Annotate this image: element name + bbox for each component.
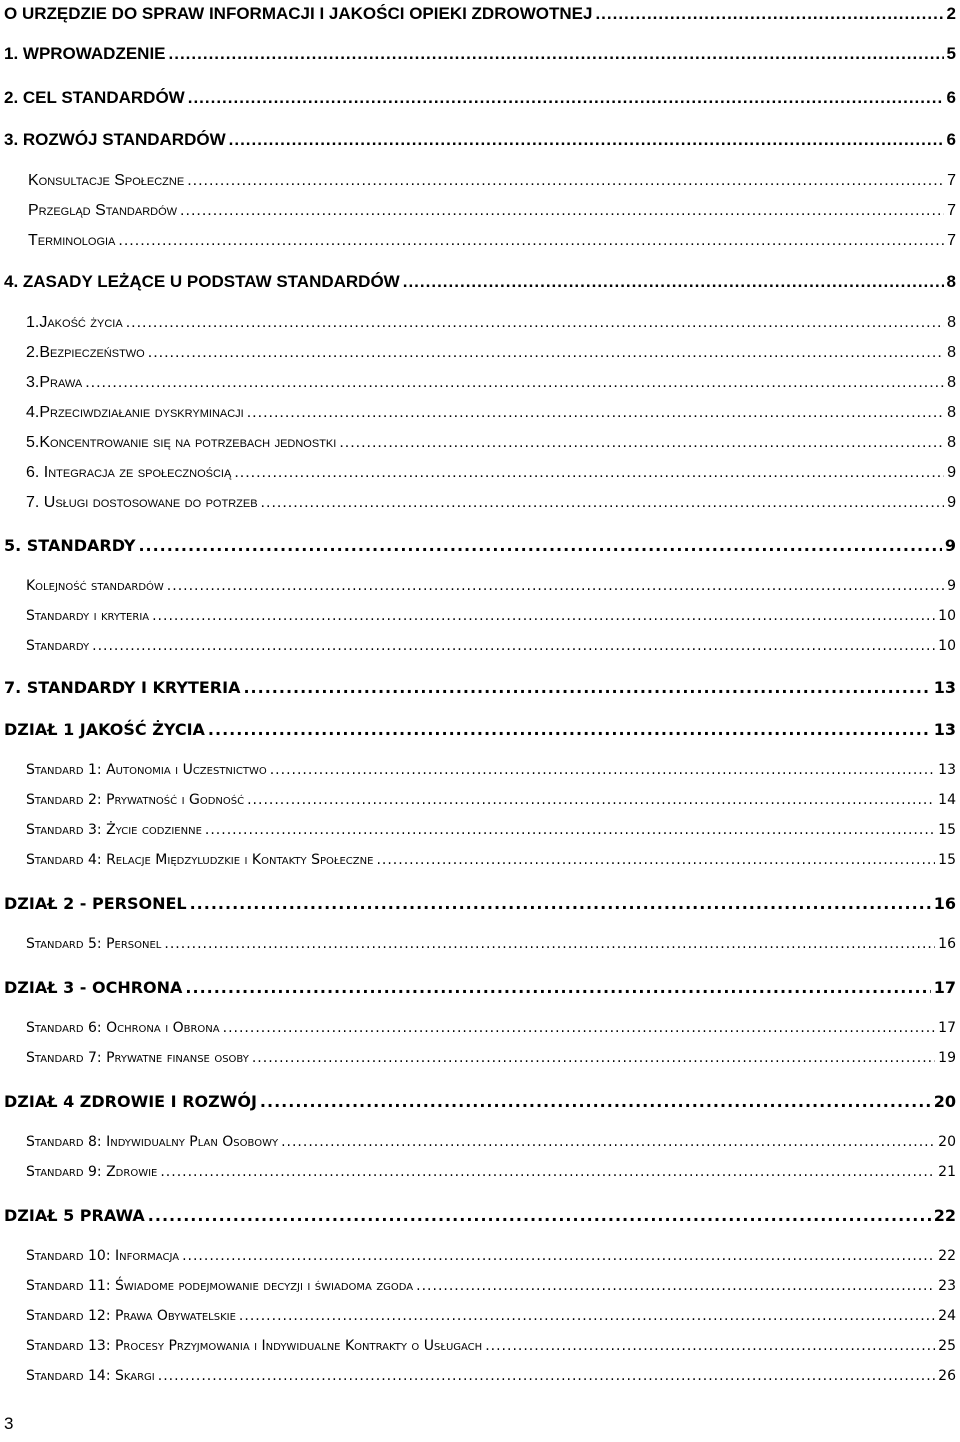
toc-dot-leader	[185, 978, 930, 997]
toc-dot-leader	[252, 1050, 935, 1067]
toc-dot-leader	[270, 762, 935, 779]
toc-dot-leader	[247, 404, 944, 423]
toc-entry-label: Konsultacje Społeczne	[28, 172, 185, 189]
toc-entry[interactable]	[0, 1278, 960, 1300]
toc-dot-leader	[247, 792, 935, 809]
toc-entry[interactable]	[0, 1248, 960, 1270]
toc-entry-page: 17	[933, 978, 956, 997]
toc-entry-label: Przegląd Standardów	[28, 202, 178, 219]
toc-entry-page: 21	[938, 1164, 956, 1180]
toc-dot-leader	[208, 720, 931, 739]
toc-dot-leader	[403, 272, 944, 292]
toc-dot-leader	[169, 44, 944, 64]
toc-entry[interactable]	[0, 1368, 960, 1390]
toc-entry-label: Standard 2: Prywatność i Godność	[26, 792, 245, 808]
toc-dot-leader	[164, 936, 935, 953]
toc-dot-leader	[243, 678, 930, 697]
toc-dot-leader	[205, 822, 935, 839]
toc-entry-label: Standard 8: Indywidualny Plan Osobowy	[26, 1134, 279, 1150]
toc-entry-label: 5.Koncentrowanie się na potrzebach jednostki	[26, 434, 337, 451]
toc-entry[interactable]	[0, 638, 960, 660]
toc-entry[interactable]	[0, 1206, 960, 1228]
toc-entry[interactable]	[0, 202, 960, 224]
toc-entry-label: 3.Prawa	[26, 374, 83, 391]
toc-entry-label: Standardy	[26, 638, 90, 654]
toc-entry-page: 23	[938, 1278, 956, 1294]
toc-entry[interactable]	[0, 678, 960, 700]
toc-entry[interactable]	[0, 374, 960, 396]
toc-entry[interactable]	[0, 762, 960, 784]
toc-entry-label: DZIAŁ 4 ZDROWIE I ROZWÓJ	[4, 1092, 257, 1111]
toc-entry-label: 7. STANDARDY I KRYTERIA	[4, 678, 241, 697]
toc-entry-label: Standard 5: Personel	[26, 936, 162, 952]
toc-entry-page: 7	[947, 202, 956, 219]
toc-entry[interactable]	[0, 536, 960, 558]
toc-entry[interactable]	[0, 130, 960, 152]
toc-dot-leader	[190, 894, 931, 913]
toc-entry-label: Standard 4: Relacje Międzyludzkie i Kontakty Społeczne	[26, 852, 374, 868]
toc-entry-label: Standard 6: Ochrona i Obrona	[26, 1020, 220, 1036]
toc-entry-page: 24	[938, 1308, 956, 1324]
toc-dot-leader	[118, 232, 944, 251]
toc-entry[interactable]	[0, 852, 960, 874]
toc-entry-page: 5	[946, 44, 956, 63]
toc-entry-label: Standard 10: Informacja	[26, 1248, 180, 1264]
toc-entry-label: Standard 3: Życie codzienne	[26, 822, 202, 838]
toc-entry-label: Standard 11: Świadome podejmowanie decyzji i świadoma zgoda	[26, 1278, 414, 1294]
toc-entry-page: 6	[946, 88, 956, 107]
toc-entry-page: 16	[933, 894, 956, 913]
toc-entry-page: 2	[946, 4, 956, 23]
toc-dot-leader	[281, 1134, 935, 1151]
toc-entry-page: 15	[938, 852, 956, 868]
toc-dot-leader	[148, 344, 944, 363]
toc-dot-leader	[260, 1092, 931, 1111]
toc-dot-leader	[85, 374, 944, 393]
toc-entry-page: 10	[938, 608, 956, 624]
toc-dot-leader	[158, 1368, 935, 1385]
toc-entry[interactable]	[0, 578, 960, 600]
toc-dot-leader	[188, 88, 944, 108]
toc-entry[interactable]	[0, 894, 960, 916]
toc-entry-label: 4.Przeciwdziałanie dyskryminacji	[26, 404, 244, 421]
toc-entry-label: Standard 12: Prawa Obywatelskie	[26, 1308, 236, 1324]
toc-entry-page: 17	[938, 1020, 956, 1036]
toc-entry[interactable]	[0, 936, 960, 958]
toc-dot-leader	[223, 1020, 936, 1037]
toc-entry-page: 13	[933, 678, 956, 697]
toc-entry[interactable]	[0, 1020, 960, 1042]
toc-dot-leader	[239, 1308, 935, 1325]
toc-entry-page: 7	[947, 232, 956, 249]
page-number: 3	[4, 1414, 14, 1433]
toc-entry-label: 2.Bezpieczeństwo	[26, 344, 145, 361]
toc-entry-page: 6	[946, 130, 956, 149]
toc-dot-leader	[160, 1164, 935, 1181]
toc-entry[interactable]	[0, 464, 960, 486]
toc-entry[interactable]	[0, 1338, 960, 1360]
toc-entry-label: 4. ZASADY LEŻĄCE U PODSTAW STANDARDÓW	[4, 272, 400, 291]
toc-entry-label: Kolejność standardów	[26, 578, 164, 594]
toc-entry[interactable]	[0, 344, 960, 366]
toc-entry-label: Standard 7: Prywatne finanse osoby	[26, 1050, 249, 1066]
toc-entry[interactable]	[0, 792, 960, 814]
toc-dot-leader	[339, 434, 944, 453]
toc-dot-leader	[180, 202, 944, 221]
toc-entry[interactable]	[0, 404, 960, 426]
toc-entry[interactable]	[0, 1050, 960, 1072]
toc-entry-page: 8	[947, 314, 956, 331]
toc-entry-label: DZIAŁ 2 - PERSONEL	[4, 894, 187, 913]
toc-entry-page: 20	[933, 1092, 956, 1111]
toc-entry-page: 8	[946, 272, 956, 291]
toc-entry-label: Terminologia	[28, 232, 116, 249]
toc-entry-label: DZIAŁ 3 - OCHRONA	[4, 978, 183, 997]
toc-dot-leader	[152, 608, 935, 625]
toc-entry-page: 8	[947, 404, 956, 421]
toc-entry-page: 16	[938, 936, 956, 952]
toc-entry[interactable]	[0, 44, 960, 66]
toc-entry-label: 3. ROZWÓJ STANDARDÓW	[4, 130, 226, 149]
toc-entry-label: Standard 1: Autonomia i Uczestnictwo	[26, 762, 267, 778]
toc-entry[interactable]	[0, 822, 960, 844]
toc-entry[interactable]	[0, 172, 960, 194]
toc-entry-page: 14	[938, 792, 956, 808]
toc-entry-page: 9	[944, 536, 956, 555]
toc-dot-leader	[376, 852, 935, 869]
toc-entry[interactable]	[0, 314, 960, 336]
toc-entry-label: 6. Integracja ze społecznością	[26, 464, 232, 481]
toc-dot-leader	[485, 1338, 935, 1355]
toc-dot-leader	[148, 1206, 931, 1225]
toc-entry-page: 15	[938, 822, 956, 838]
toc-entry-label: DZIAŁ 5 PRAWA	[4, 1206, 145, 1225]
toc-entry-page: 13	[938, 762, 956, 778]
toc-entry-label: 5. STANDARDY	[4, 536, 136, 555]
toc-dot-leader	[261, 494, 945, 513]
toc-entry-label: 7. Usługi dostosowane do potrzeb	[26, 494, 258, 511]
toc-entry[interactable]	[0, 1164, 960, 1186]
toc-entry-page: 9	[947, 494, 956, 511]
toc-entry-label: 1.Jakość życia	[26, 314, 123, 331]
toc-dot-leader	[187, 172, 944, 191]
toc-entry[interactable]	[0, 720, 960, 742]
toc-entry-label: Standard 13: Procesy Przyjmowania i Indywidualne Kontrakty o Usługach	[26, 1338, 483, 1354]
toc-entry-page: 20	[938, 1134, 956, 1150]
toc-entry-page: 13	[933, 720, 956, 739]
toc-entry-page: 8	[947, 434, 956, 451]
toc-entry-label: O URZĘDZIE DO SPRAW INFORMACJI I JAKOŚCI OPIEKI ZDROWOTNEJ	[4, 4, 593, 23]
toc-entry[interactable]	[0, 978, 960, 1000]
toc-dot-leader	[92, 638, 935, 655]
toc-dot-leader	[595, 4, 943, 24]
toc-entry-page: 9	[947, 464, 956, 481]
toc-entry-page: 9	[947, 578, 956, 594]
toc-entry-label: 2. CEL STANDARDÓW	[4, 88, 185, 107]
toc-dot-leader	[182, 1248, 935, 1265]
toc-entry-page: 26	[938, 1368, 956, 1384]
toc-entry[interactable]	[0, 494, 960, 516]
toc-entry-label: Standard 9: Zdrowie	[26, 1164, 158, 1180]
toc-entry[interactable]	[0, 1134, 960, 1156]
toc-entry-page: 22	[933, 1206, 956, 1225]
toc-entry-page: 22	[938, 1248, 956, 1264]
toc-entry[interactable]	[0, 272, 960, 294]
toc-entry[interactable]	[0, 1308, 960, 1330]
toc-dot-leader	[138, 536, 941, 555]
toc-entry-label: DZIAŁ 1 JAKOŚĆ ŻYCIA	[4, 720, 205, 739]
toc-entry[interactable]	[0, 232, 960, 254]
toc-dot-leader	[229, 130, 944, 150]
toc-dot-leader	[416, 1278, 935, 1295]
toc-entry-page: 7	[947, 172, 956, 189]
toc-entry-label: 1. WPROWADZENIE	[4, 44, 166, 63]
toc-entry[interactable]	[0, 608, 960, 630]
toc-entry[interactable]	[0, 4, 960, 26]
toc-entry-page: 10	[938, 638, 956, 654]
toc-dot-leader	[234, 464, 944, 483]
toc-entry[interactable]	[0, 1092, 960, 1114]
toc-entry-page: 25	[938, 1338, 956, 1354]
toc-entry-label: Standard 14: Skargi	[26, 1368, 155, 1384]
toc-entry-page: 19	[938, 1050, 956, 1066]
toc-dot-leader	[167, 578, 944, 595]
toc-dot-leader	[126, 314, 944, 333]
toc-entry-page: 8	[947, 374, 956, 391]
toc-entry-page: 8	[947, 344, 956, 361]
toc-entry[interactable]	[0, 434, 960, 456]
toc-entry[interactable]	[0, 88, 960, 110]
toc-entry-label: Standardy i kryteria	[26, 608, 150, 624]
